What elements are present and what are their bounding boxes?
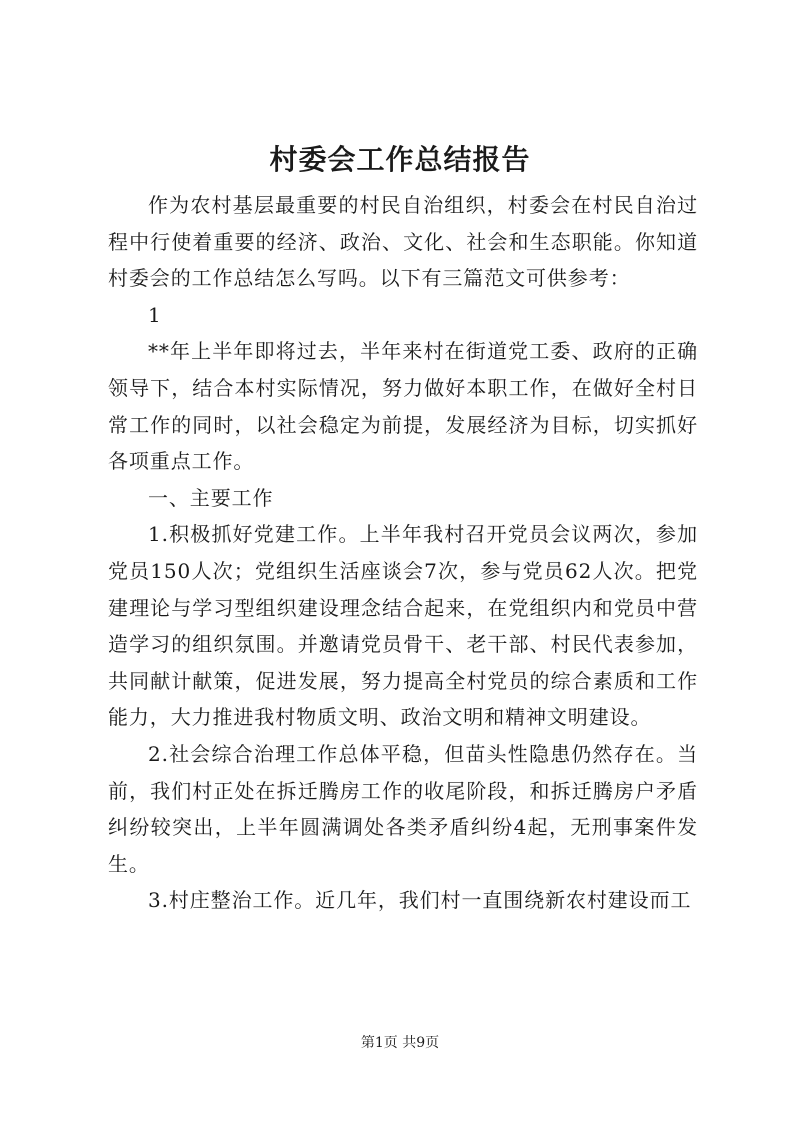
party-building-paragraph: 1.积极抓好党建工作。上半年我村召开党员会议两次，参加党员150人次；党组织生活座谈会7次，参与党员62人次。把党建理论与学习型组织建设理念结合起来，在党组织内和党员中营造学习的组织氛围。并邀请党员骨干、老干部、村民代表参加，共同献计献策，促进发展，努力提高全村党员的综合素质和工作能力，大力推进我村物质文明、政治文明和精神文明建设。 [108, 522, 698, 730]
section-heading: 一、主要工作 [148, 485, 274, 510]
page-number-footer: 第1页 共9页 [360, 1035, 440, 1051]
village-renovation-paragraph: 3.村庄整治工作。近几年，我们村一直围绕新农村建设而工 [148, 888, 692, 913]
overview-paragraph: **年上半年即将过去，半年来村在街道党工委、政府的正确领导下，结合本村实际情况，努力做好本职工作，在做好全村日常工作的同时，以社会稳定为前提，发展经济为目标，切实抓好各项重点工作。 [108, 339, 698, 474]
intro-paragraph: 作为农村基层最重要的村民自治组织，村委会在村民自治过程中行使着重要的经济、政治、文化、社会和生态职能。你知道村委会的工作总结怎么写吗。以下有三篇范文可供参考： [108, 193, 698, 291]
social-governance-paragraph: 2.社会综合治理工作总体平稳，但苗头性隐患仍然存在。当前，我们村正处在拆迁腾房工作的收尾阶段，和拆迁腾房户矛盾纠纷较突出，上半年圆满调处各类矛盾纠纷4起，无刑事案件发生。 [108, 741, 698, 876]
section-number: 1 [148, 302, 162, 327]
document-body [108, 187, 698, 919]
document-title: 村委会工作总结报告 [269, 143, 531, 176]
